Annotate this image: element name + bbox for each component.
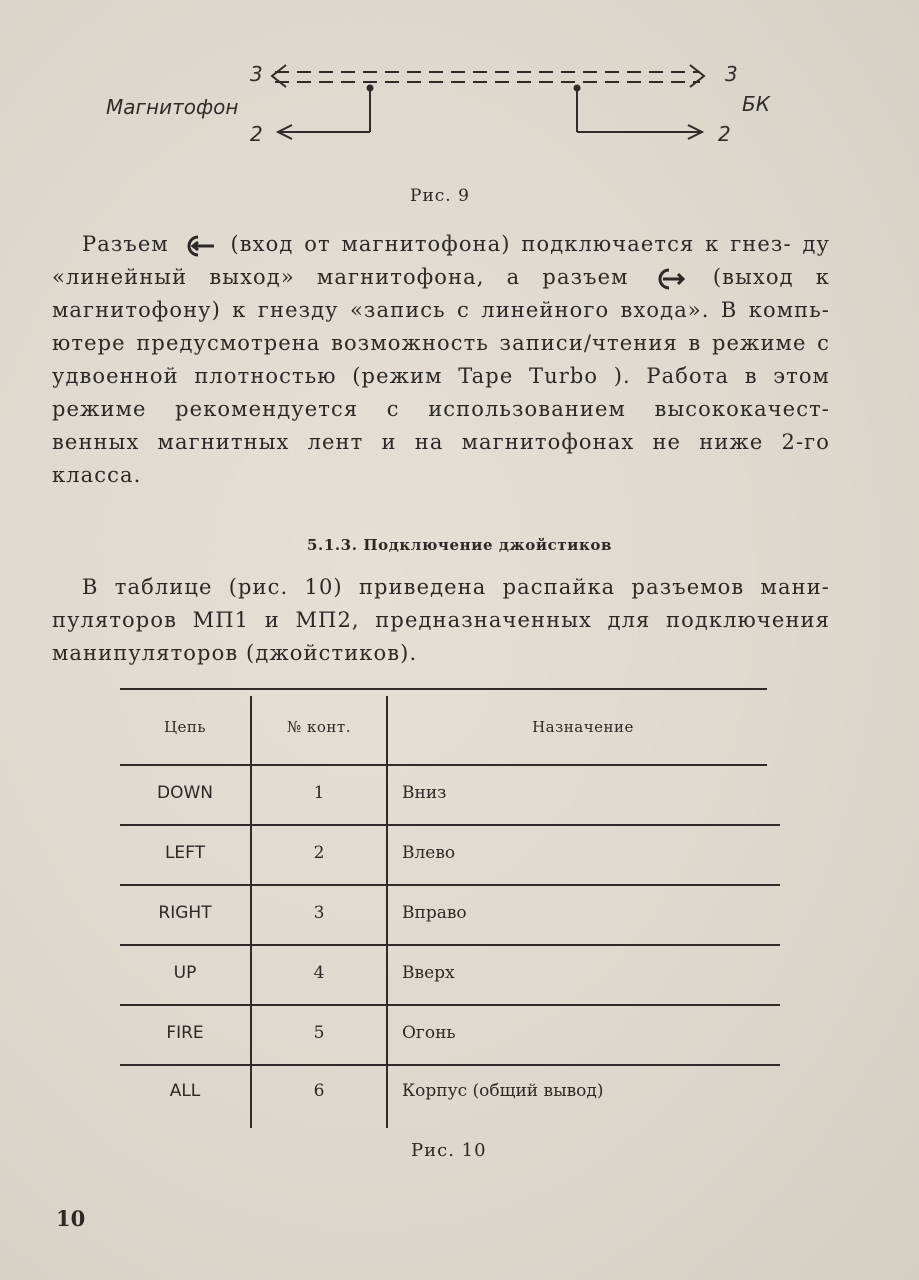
figure-9-caption: Рис. 9	[410, 186, 470, 206]
pin-label-right-bottom: 2	[718, 122, 731, 146]
table-cell-pin: 2	[313, 843, 325, 863]
table-cell-circuit: FIRE	[166, 1023, 204, 1043]
table-cell-circuit: LEFT	[164, 843, 206, 863]
junction-dot-right	[574, 85, 581, 92]
page-number: 10	[56, 1206, 86, 1231]
pin-label-left-top: 3	[250, 62, 263, 86]
table-cell-purpose: Корпус (общий вывод)	[402, 1081, 604, 1101]
header-purpose: Назначение	[532, 718, 634, 736]
table-cell-pin: 3	[313, 903, 325, 923]
tape-input-connector-icon	[184, 233, 216, 259]
table-cell-circuit: UP	[173, 963, 197, 983]
figure-10-caption: Рис. 10	[411, 1140, 487, 1161]
header-rule	[120, 764, 767, 766]
table-cell-pin: 5	[313, 1023, 325, 1043]
paragraph-joystick	[52, 571, 830, 670]
pin-label-right-top: 3	[725, 62, 738, 86]
junction-dot-left	[367, 85, 374, 92]
table-cell-purpose: Вниз	[402, 783, 447, 803]
row-rule	[120, 884, 780, 886]
para1-line-out: ду «линейный выход» магнитофона, а разъем	[52, 232, 830, 289]
para2-text: В таблице (рис. 10) приведена распайка разъемов мани-пуляторов МП1 и МП2, предназначенных для подключения манипуляторов (джойстиков).	[52, 575, 830, 665]
para1-input-description: (вход от магнитофона) подключается к гнез-	[230, 232, 792, 256]
table-cell-circuit: ALL	[169, 1081, 201, 1101]
table-cell-purpose: Огонь	[402, 1023, 456, 1043]
tape-recorder-label: Магнитофон	[106, 95, 239, 119]
table-cell-circuit: DOWN	[157, 783, 213, 803]
row-rule	[120, 1064, 780, 1066]
pin-label-left-bottom: 2	[250, 122, 263, 146]
row-rule	[120, 824, 780, 826]
section-heading: 5.1.3. Подключение джойстиков	[306, 536, 613, 554]
figure-9-diagram	[90, 50, 790, 160]
column-divider	[386, 696, 388, 1128]
joystick-pinout-table	[120, 688, 782, 1128]
table-cell-pin: 1	[313, 783, 325, 803]
bk-label: БК	[742, 92, 770, 116]
para1-rest: (выход к магнитофону) к гнезду «запись с линейного входа». В компь-ютере предусмотрена возможность записи/чтения в режиме с удвоенной плотностью (режим Tape Turbo ). Работа в этом режиме рекомендуется с использованием высококачест-венных магнитных лент и на магнитофонах не ниже 2-го класса.	[52, 265, 830, 487]
header-pin: № конт.	[287, 718, 351, 736]
para1-start: Разъем	[82, 232, 169, 256]
table-cell-pin: 4	[313, 963, 325, 983]
table-cell-purpose: Влево	[402, 843, 456, 863]
tape-output-connector-icon	[655, 265, 687, 293]
table-cell-pin: 6	[313, 1081, 325, 1101]
table-cell-purpose: Вверх	[402, 963, 455, 983]
row-rule	[120, 944, 780, 946]
header-circuit: Цепь	[163, 718, 207, 736]
table-cell-purpose: Вправо	[402, 903, 467, 923]
table-cell-circuit: RIGHT	[158, 903, 212, 923]
row-rule	[120, 1004, 780, 1006]
paragraph-tape	[52, 228, 830, 492]
table-top-rule	[120, 688, 767, 690]
